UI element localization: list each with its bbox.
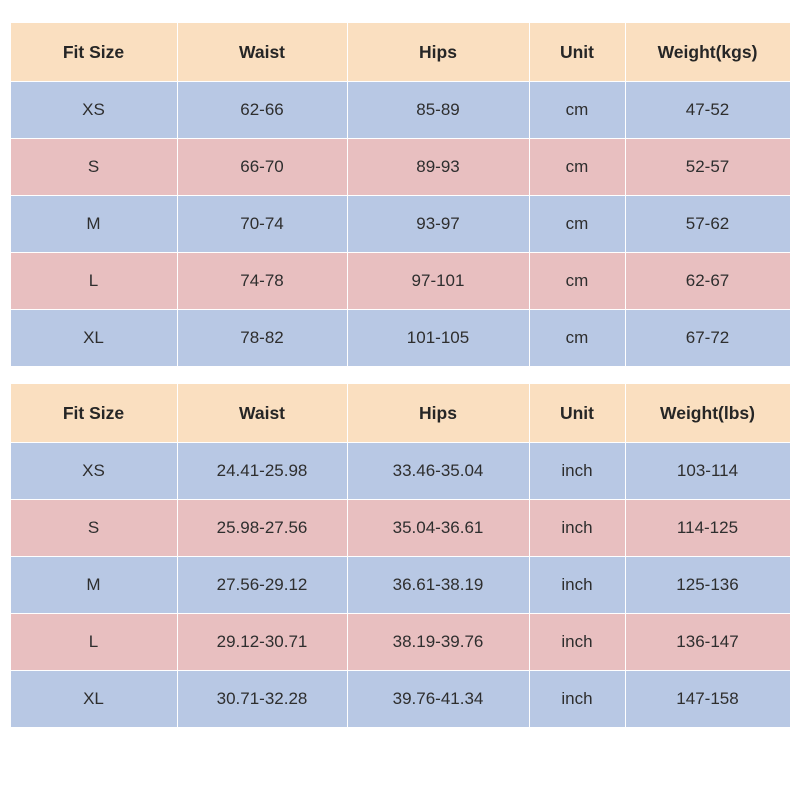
cell-fit-size: S <box>10 500 177 557</box>
cell-fit-size: XS <box>10 82 177 139</box>
table-row <box>10 196 790 253</box>
cell-hips: 39.76-41.34 <box>347 671 529 728</box>
cell-fit-size: XS <box>10 443 177 500</box>
cell-weight: 52-57 <box>625 139 790 196</box>
column-header-fit-size: Fit Size <box>10 23 177 82</box>
cell-hips: 93-97 <box>347 196 529 253</box>
table-row <box>10 310 790 367</box>
cell-hips: 101-105 <box>347 310 529 367</box>
cell-waist: 62-66 <box>177 82 347 139</box>
cell-weight: 125-136 <box>625 557 790 614</box>
metric-table-wrapper <box>10 22 790 367</box>
imperial-table-header <box>10 384 790 443</box>
imperial-table-wrapper <box>10 383 790 728</box>
table-row <box>10 443 790 500</box>
cell-weight: 62-67 <box>625 253 790 310</box>
cell-unit: cm <box>529 196 625 253</box>
cell-unit: cm <box>529 310 625 367</box>
cell-weight: 47-52 <box>625 82 790 139</box>
cell-fit-size: XL <box>10 310 177 367</box>
table-header-row <box>10 23 790 82</box>
column-header-waist: Waist <box>177 384 347 443</box>
metric-size-chart-table <box>10 22 791 367</box>
metric-table-body <box>10 82 790 367</box>
cell-fit-size: M <box>10 196 177 253</box>
cell-waist: 29.12-30.71 <box>177 614 347 671</box>
cell-unit: inch <box>529 443 625 500</box>
imperial-table-body <box>10 443 790 728</box>
table-row <box>10 614 790 671</box>
table-row <box>10 671 790 728</box>
cell-fit-size: S <box>10 139 177 196</box>
cell-unit: inch <box>529 500 625 557</box>
cell-hips: 35.04-36.61 <box>347 500 529 557</box>
column-header-hips: Hips <box>347 23 529 82</box>
table-header-row <box>10 384 790 443</box>
cell-waist: 70-74 <box>177 196 347 253</box>
cell-waist: 24.41-25.98 <box>177 443 347 500</box>
column-header-fit-size: Fit Size <box>10 384 177 443</box>
cell-fit-size: L <box>10 253 177 310</box>
column-header-unit: Unit <box>529 384 625 443</box>
cell-hips: 38.19-39.76 <box>347 614 529 671</box>
table-row <box>10 500 790 557</box>
cell-fit-size: M <box>10 557 177 614</box>
cell-unit: cm <box>529 253 625 310</box>
cell-waist: 25.98-27.56 <box>177 500 347 557</box>
table-row <box>10 253 790 310</box>
cell-unit: cm <box>529 82 625 139</box>
column-header-hips: Hips <box>347 384 529 443</box>
metric-table-header <box>10 23 790 82</box>
column-header-weight: Weight(kgs) <box>625 23 790 82</box>
table-row <box>10 82 790 139</box>
cell-unit: inch <box>529 614 625 671</box>
cell-weight: 136-147 <box>625 614 790 671</box>
cell-hips: 36.61-38.19 <box>347 557 529 614</box>
cell-weight: 67-72 <box>625 310 790 367</box>
cell-waist: 30.71-32.28 <box>177 671 347 728</box>
cell-hips: 97-101 <box>347 253 529 310</box>
column-header-weight: Weight(lbs) <box>625 384 790 443</box>
cell-unit: inch <box>529 557 625 614</box>
cell-fit-size: L <box>10 614 177 671</box>
cell-waist: 74-78 <box>177 253 347 310</box>
column-header-waist: Waist <box>177 23 347 82</box>
cell-weight: 103-114 <box>625 443 790 500</box>
cell-hips: 33.46-35.04 <box>347 443 529 500</box>
cell-weight: 114-125 <box>625 500 790 557</box>
table-row <box>10 557 790 614</box>
cell-hips: 89-93 <box>347 139 529 196</box>
imperial-size-chart-table <box>10 383 791 728</box>
cell-waist: 66-70 <box>177 139 347 196</box>
table-row <box>10 139 790 196</box>
cell-fit-size: XL <box>10 671 177 728</box>
column-header-unit: Unit <box>529 23 625 82</box>
cell-waist: 27.56-29.12 <box>177 557 347 614</box>
cell-hips: 85-89 <box>347 82 529 139</box>
cell-waist: 78-82 <box>177 310 347 367</box>
cell-weight: 147-158 <box>625 671 790 728</box>
cell-unit: cm <box>529 139 625 196</box>
cell-unit: inch <box>529 671 625 728</box>
cell-weight: 57-62 <box>625 196 790 253</box>
